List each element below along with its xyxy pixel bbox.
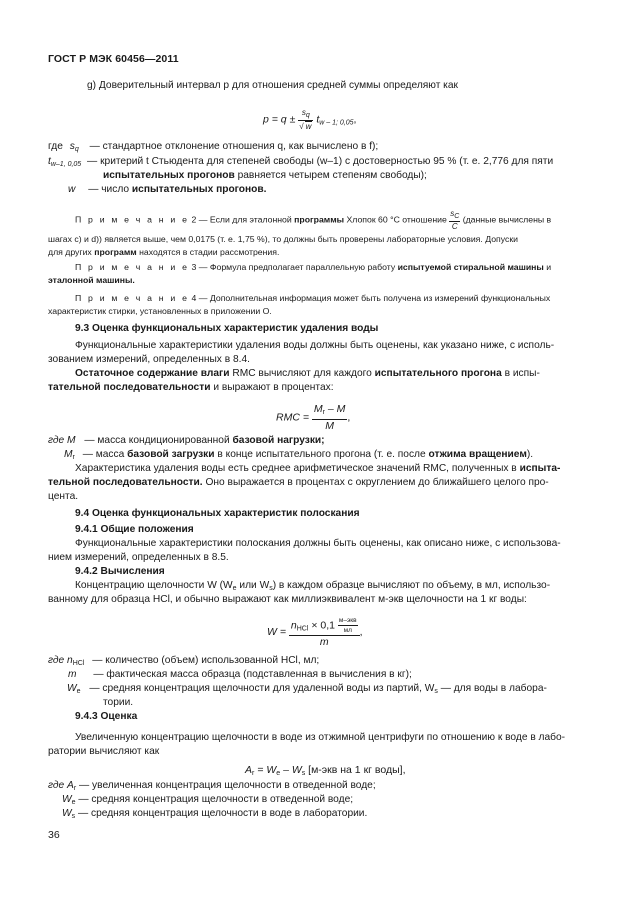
def-We: We — средняя концентрация щелочности для удаленной воды из партий, Ws — для воды в лабора- xyxy=(67,683,547,695)
formula-rmc: RMC = $\frac{Mr - M}{M}$ , xyxy=(276,403,351,432)
def-Ar: где Ar — увеличенная концентрация щелочности в отведенной воде; xyxy=(48,780,376,792)
sec93-p2-line1: Остаточное содержание влаги RMC вычисляют для каждого испытательного прогона в испы- xyxy=(75,368,540,379)
note3-line1: П р и м е ч а н и е 3 — Формула предполагает параллельную работу испытуемой стиральной машины и xyxy=(75,262,552,272)
def-Ws: Ws — средняя концентрация щелочности в воде в лаборатории. xyxy=(62,808,368,820)
def-sq: где sq — стандартное отклонение отношения q, как вычислено в f); xyxy=(48,141,379,153)
section-9-4-1-heading: 9.4.1 Общие положения xyxy=(75,524,194,535)
section-9-4-3-heading: 9.4.3 Оценка xyxy=(75,711,138,722)
sec93-p1-line1: Функциональные характеристики удаления воды должны быть оценены, как указано ниже, с исполь- xyxy=(75,340,555,351)
formula-p-left: p = q ± xyxy=(263,113,296,126)
page-header-title: ГОСТ Р МЭК 60456—2011 xyxy=(48,53,179,65)
sec93-p3-line2: тельной последовательности. Оно выражается в процентах с округлением до ближайшего целого про- xyxy=(48,477,549,488)
note4-line1: П р и м е ч а н и е 4 — Дополнительная информация может быть получена из измерений функциональных xyxy=(75,293,551,303)
sec93-p2-line2: тательной последовательности и выражают в процентах: xyxy=(48,382,334,393)
def-We2: We — средняя концентрация щелочности в отведенной воде; xyxy=(62,794,354,806)
formula-p: p = q ± $\frac{sq}{√ w}$ tw – 1; 0,05, xyxy=(263,108,357,131)
def-nHCl: где nHCl — количество (объем) использованной HCl, мл; xyxy=(48,655,320,667)
sec94-p3-line1: Увеличенную концентрацию щелочности в воде из отжимной центрифуги по отношению к воде в лабо- xyxy=(75,732,566,743)
sec94-p1-line2: нием измерений, определенных в 8.5. xyxy=(48,552,229,563)
note2-line2: шагах с) и d)) является выше, чем 0,0175 (т. е. 1,75 %), то должны быть проверены лабораторные условия. Допуски xyxy=(48,234,518,244)
section-9-4-heading: 9.4 Оценка функциональных характеристик полоскания xyxy=(75,508,360,519)
sec93-p3-line3: цента. xyxy=(48,491,79,502)
section-9-3-heading: 9.3 Оценка функциональных характеристик удаления воды xyxy=(75,323,379,334)
def-w: w — число испытательных прогонов. xyxy=(68,184,267,195)
def-tw-line2: испытательных прогонов равняется четырем степеням свободы); xyxy=(103,170,427,181)
def-tw: tw–1, 0,05 — критерий t Стьюдента для степеней свободы (w–1) с достоверностью 95 % (т. е. 2,776 для пяти xyxy=(48,156,554,168)
item-g-text: g) Доверительный интервал p для отношения средней суммы определяют как xyxy=(87,80,458,91)
formula-w: W = nHCl × 0,1 $\frac{\text{м–экв}}{мл}$ m , xyxy=(267,617,363,649)
def-We-line2: тории. xyxy=(103,697,134,708)
sec94-p2-line1: Концентрацию щелочности W (We или Ws) в каждом образце вычисляют по объему, в мл, использо- xyxy=(75,580,551,592)
page-number: 36 xyxy=(48,829,60,841)
note2-line1: П р и м е ч а н и е 2 — Если для эталонной программы Хлопок 60 °С отношение $\frac{sC}{C}$ (данные вычислены в xyxy=(75,209,552,231)
note3-line2: эталонной машины. xyxy=(48,275,135,285)
section-9-4-2-heading: 9.4.2 Вычисления xyxy=(75,566,165,577)
formula-ar: Ar = We – Ws [м-экв на 1 кг воды], xyxy=(245,764,406,777)
note4-line2: характеристик стирки, установленных в приложении О. xyxy=(48,306,272,316)
sec94-p2-line2: ванному для образца HCl, и обычно выражают как миллиэквивалент м-экв щелочности на 1 кг воды: xyxy=(48,594,527,605)
def-m: m — фактическая масса образца (подставленная в вычисления в кг); xyxy=(68,669,412,680)
sec93-p3-line1: Характеристика удаления воды есть среднее арифметическое значений RMC, полученных в испыта- xyxy=(75,463,561,474)
note2-line3: для других программ находятся в стадии рассмотрения. xyxy=(48,247,280,257)
sec94-p3-line2: ратории вычисляют как xyxy=(48,746,160,757)
sec93-p1-line2: зованием измерений, определенных в 8.4. xyxy=(48,354,250,365)
note2-frac: $\frac{sC}{C}$ xyxy=(450,209,460,231)
def-Mr: Mr — масса базовой загрузки в конце испытательного прогона (т. е. после отжима вращением). xyxy=(64,449,534,461)
formula-p-frac: $\frac{sq}{√ w}$ xyxy=(299,108,312,131)
def-M: где M — масса кондиционированной базовой нагрузки; xyxy=(48,435,325,446)
sec94-p1-line1: Функциональные характеристики полоскания должны быть оценены, как описано ниже, с использова- xyxy=(75,538,561,549)
